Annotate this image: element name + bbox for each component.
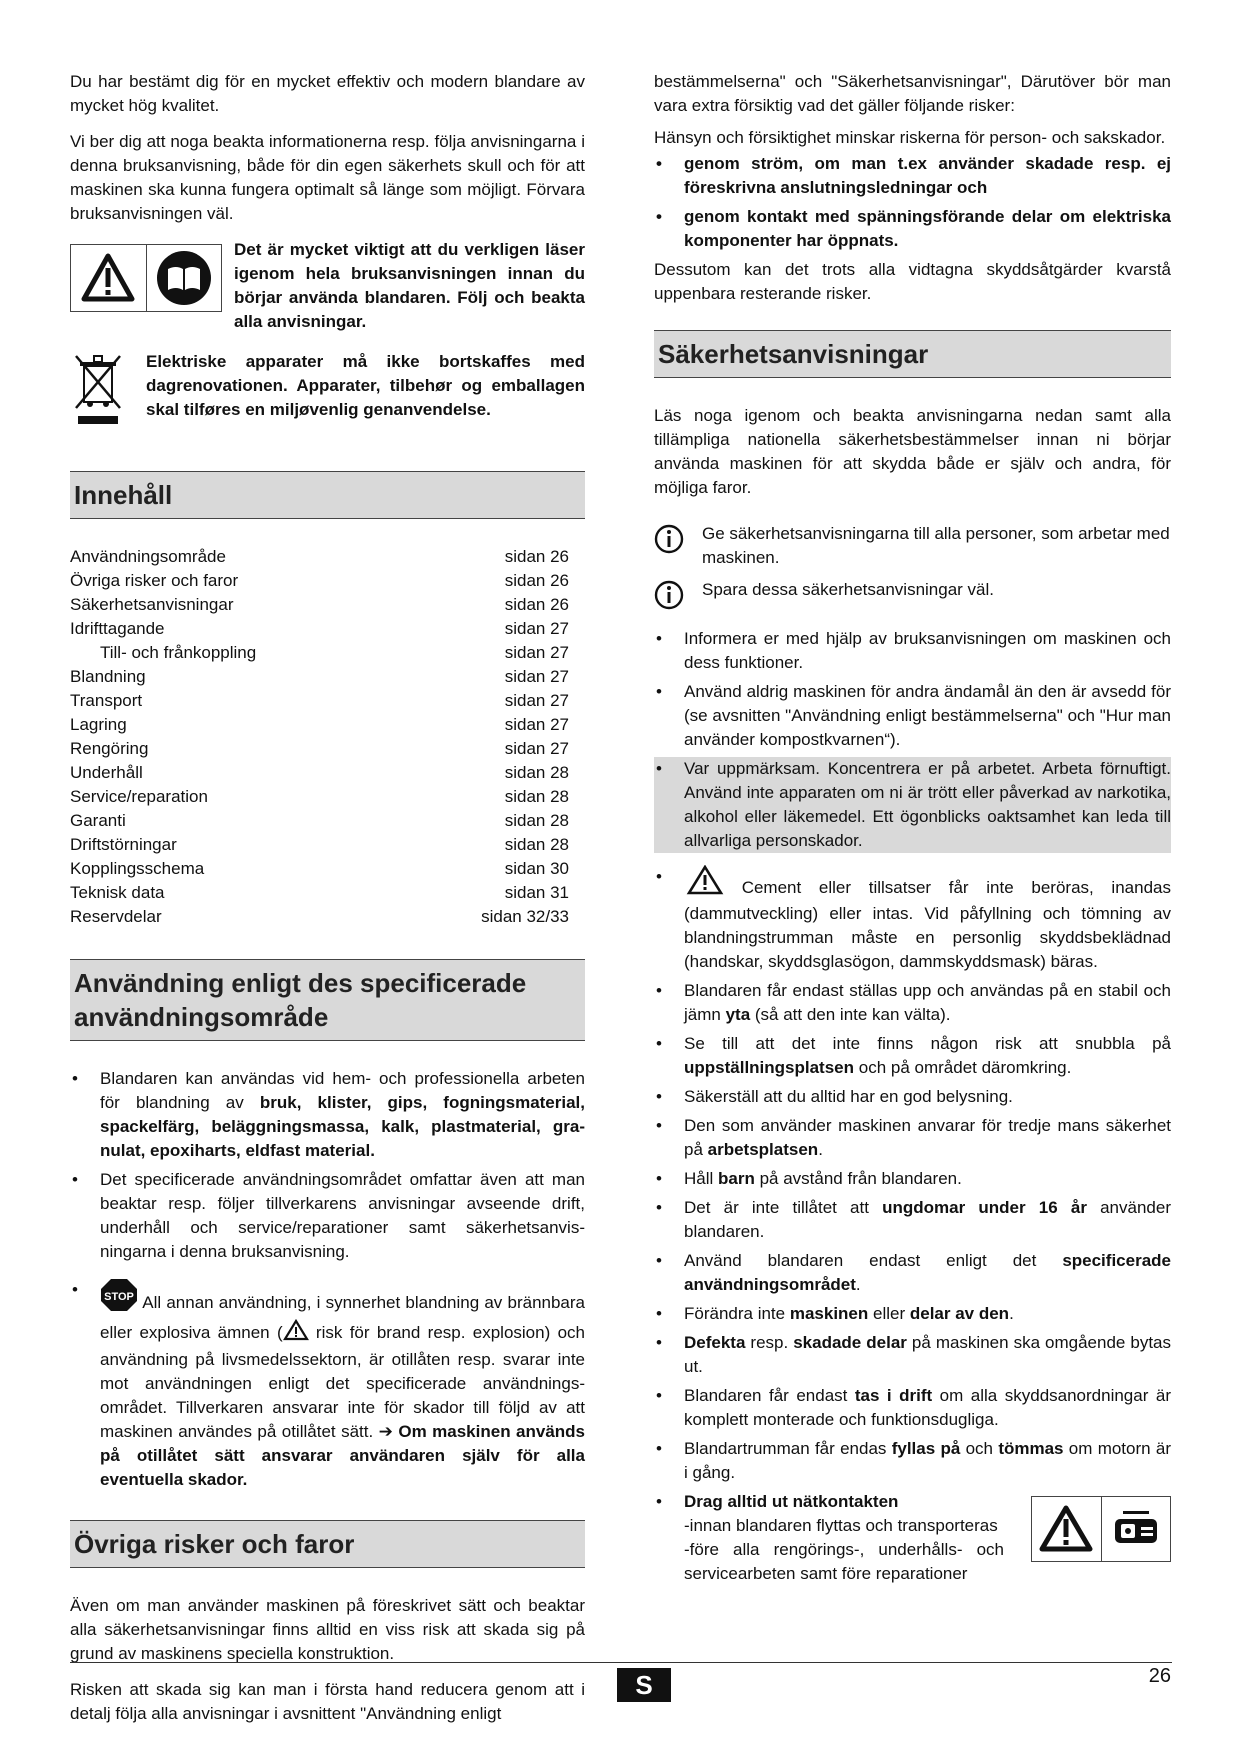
warning-triangle-icon — [283, 1319, 309, 1348]
toc-label: Till- och frånkoppling — [100, 643, 257, 662]
list-item: • Det specificerade användningsområdet omfattar även att man beaktar resp. följer tillverkarens anvisningar avseende drift, underhåll och service/reparationer samt säkerhetsanvis-ningarna i denna bruksanvisning. — [70, 1168, 585, 1264]
toc-row — [70, 617, 585, 641]
crossed-bin-icon — [70, 350, 146, 431]
read-manual-warning — [70, 238, 585, 334]
list-item: • Cement eller tillsatser får inte beröras, inandas (dammutveckling) eller intas. Vid påfyllning och tömning av blandningstrumman måste en personlig skyddsbeklädnad (handskar, skyddsglasögon, dammskyddsmask) bäras. — [654, 865, 1171, 974]
risks-paragraph-1: Även om man använder maskinen på föreskrivet sätt och beaktar alla säkerhetsanvisningar finns alltid en viss risk att skada sig på grund av maskinens speciella konstruktion. — [70, 1596, 585, 1663]
read-manual-icon — [146, 245, 222, 311]
warning-triangle-icon — [686, 865, 724, 902]
toc-label: Transport — [70, 691, 143, 710]
toc-label: Säkerhetsanvisningar — [70, 595, 234, 614]
safety-heading: Säkerhetsanvisningar — [654, 330, 1171, 378]
usage-heading-line-2: användningsområde — [74, 1002, 329, 1032]
toc-row — [70, 761, 585, 785]
toc-label: Garanti — [70, 811, 126, 830]
toc-row — [70, 665, 585, 689]
toc-row — [70, 713, 585, 737]
toc-row — [70, 785, 585, 809]
page-number: 26 — [1148, 1665, 1171, 1687]
svg-text:STOP: • STOP — [104, 1291, 134, 1303]
toc-row — [70, 905, 585, 929]
warning-icon-frame — [70, 244, 222, 312]
list-item: • Blandartrumman får endas fyllas på och tömmas om motorn är i gång. — [654, 1437, 1171, 1485]
usage-heading-line-1: Användning enligt des specificerade — [74, 968, 527, 998]
continued-paragraph-1: bestämmelserna" och "Säkerhetsanvisningar", Därutöver bör man vara extra försiktig vad det gäller följande risker: — [654, 72, 1171, 115]
unplug-icon-frame — [1031, 1496, 1171, 1562]
toc-page: sidan 27 — [504, 667, 569, 686]
toc-row — [70, 545, 585, 569]
toc-row — [70, 641, 585, 665]
toc-page: sidan 30 — [504, 859, 569, 878]
stop-sign-icon — [100, 1278, 138, 1319]
toc-page: sidan 26 — [504, 595, 569, 614]
toc-row — [70, 737, 585, 761]
info-icon — [654, 578, 702, 617]
intro-paragraph-1: Du har bestämt dig för en mycket effektiv och modern blandare av mycket hög kvalitet. — [70, 72, 585, 115]
toc-row — [70, 833, 585, 857]
toc-label: Driftstörningar — [70, 835, 177, 854]
toc-page: sidan 27 — [504, 715, 569, 734]
toc-heading: Innehåll — [70, 471, 585, 519]
safety-intro: Läs noga igenom och beakta anvisningarna nedan samt alla tillämpliga nationella säkerhetsbestämmelser innan ni börjar använda maskinen för att skydda både er själv och andra, för möjliga faror. — [654, 406, 1171, 497]
toc-label: Reservdelar — [70, 907, 162, 926]
list-item: • Defekta resp. skadade delar på maskinen ska omgående bytas ut. — [654, 1331, 1171, 1379]
toc-page: sidan 32/33 — [481, 907, 569, 926]
toc-label: Användningsområde — [70, 547, 226, 566]
toc-page: sidan 27 — [504, 619, 569, 638]
toc-label: Blandning — [70, 667, 146, 686]
toc-label: Underhåll — [70, 763, 143, 782]
unplug-line-2: -före alla rengörings-, underhålls- och servicearbeten samt före reparationer — [684, 1540, 1004, 1583]
toc-label: Service/reparation — [70, 787, 208, 806]
footer-rule — [70, 1662, 1172, 1663]
toc-label: Idrifttagande — [70, 619, 165, 638]
risks-paragraph-2: Risken att skada sig kan man i första hand reducera genom att i detalj följa alla anvisningar i avsnittent "Användning enligt — [70, 1680, 585, 1723]
right-column — [654, 70, 1171, 1591]
warning-read-text: Det är mycket viktigt att du verkligen läser igenom hela bruksanvisningen innan du börjar använda blandaren. Följ och beakta alla anvisningar. — [234, 240, 585, 331]
list-item — [654, 1490, 1171, 1586]
risks-heading: Övriga risker och faror — [70, 1520, 585, 1568]
toc-page: sidan 28 — [504, 787, 569, 806]
toc-row — [70, 569, 585, 593]
warning-triangle-icon — [1032, 1497, 1101, 1561]
left-column — [70, 70, 585, 1738]
toc-label: Rengöring — [70, 739, 149, 758]
list-item: • Den som använder maskinen anvarar för tredje mans säkerhet på arbetsplatsen. — [654, 1114, 1171, 1162]
toc-page: sidan 27 — [504, 691, 569, 710]
list-item: • Använd blandaren endast enligt det specificerade användningsområdet. — [654, 1249, 1171, 1297]
info-row-2: Spara dessa säkerhetsanvisningar väl. — [654, 578, 1171, 617]
toc-page: sidan 27 — [504, 643, 569, 662]
disposal-notice — [70, 350, 585, 431]
toc-page: sidan 26 — [504, 547, 569, 566]
list-item: • genom kontakt med spänningsförande delar om elektriska komponenter har öppnats. — [654, 205, 1171, 253]
intro-paragraph-2: Vi ber dig att noga beakta informationerna resp. följa anvisningarna i denna bruksanvisning, både för din egen säkerhets skull och för att maskinen ska kunna fungera optimalt så länge som möjligt. Förvara bruksanvisningen väl. — [70, 132, 585, 223]
info-icon — [654, 522, 702, 561]
list-item: • Blandaren får endast tas i drift om alla skyddsanordningar är komplett monterade och funktionsdugliga. — [654, 1384, 1171, 1432]
list-item: • genom ström, om man t.ex använder skadade resp. ej föreskrivna anslutningsledningar och — [654, 152, 1171, 200]
toc-row — [70, 881, 585, 905]
continued-paragraph-3: Dessutom kan det trots alla vidtagna skyddsåtgärder kvarstå uppenbara resterande risker. — [654, 260, 1171, 303]
risk-list — [654, 152, 1171, 253]
list-item: • Se till att det inte finns någon risk att snubbla på uppställningsplatsen och på området däromkring. — [654, 1032, 1171, 1080]
toc-page: sidan 28 — [504, 763, 569, 782]
toc-page: sidan 27 — [504, 739, 569, 758]
toc-label: Kopplingsschema — [70, 859, 205, 878]
toc-label: Lagring — [70, 715, 127, 734]
list-item: • Säkerställ att du alltid har en god belysning. — [654, 1085, 1171, 1109]
list-item: • STOP All annan användning, i synnerhet blandning av brännbara eller explosiva ämnen ( risk för brand resp. explosion) och användning på livsmedelssektorn, är otillåten resp. svarar inte mot användningen enligt det specificerade användnings-området. Tillverkaren ansvarar inte för skador till följd av att maskinen användes på otillåtet sätt. ➔ Om maskinen används på otillåtet sätt ansvarar användaren själv för alla eventuella skador. — [70, 1278, 585, 1492]
unplug-line-1: -innan blandaren flyttas och transporteras — [684, 1516, 998, 1535]
list-item: • Håll barn på avstånd från blandaren. — [654, 1167, 1171, 1191]
plug-icon — [1101, 1497, 1171, 1561]
usage-list — [70, 1067, 585, 1492]
toc-page: sidan 31 — [504, 883, 569, 902]
toc-row — [70, 689, 585, 713]
list-item: • Förändra inte maskinen eller delar av den. — [654, 1302, 1171, 1326]
table-of-contents — [70, 545, 585, 929]
safety-list — [654, 627, 1171, 1586]
continued-paragraph-2: Hänsyn och försiktighet minskar riskerna för person- och sakskador. — [654, 128, 1166, 147]
list-item: • Informera er med hjälp av bruksanvisningen om maskinen och dess funktioner. — [654, 627, 1171, 675]
list-item: • Det är inte tillåtet att ungdomar under 16 år använder blandaren. — [654, 1196, 1171, 1244]
list-item: • Använd aldrig maskinen för andra ändamål än den är avsedd för (se avsnitten "Användning enligt bestämmelserna" och "Hur man använder kompostkvarnen“). — [654, 680, 1171, 752]
toc-label: Övriga risker och faror — [70, 571, 239, 590]
arrow-icon: ➔ — [378, 1422, 393, 1441]
info-row-1: Ge säkerhetsanvisningarna till alla personer, som arbetar med maskinen. — [654, 522, 1171, 570]
list-item: • Blandaren kan användas vid hem- och professionella arbeten för blandning av bruk, klister, gips, fogningsmaterial, spackelfärg, beläggningsmassa, kalk, plastmaterial, gra-nulat, epoxiharts, eldfast material. — [70, 1067, 585, 1163]
usage-heading — [70, 959, 585, 1041]
unplug-title: • Drag alltid ut nätkontakten — [684, 1492, 899, 1511]
list-item: • Var uppmärksam. Koncentrera er på arbetet. Arbeta förnuftigt. Använd inte apparaten om ni är trött eller påverkad av narkotika, alkohol eller läkemedel. Ett ögonblicks oaktsamhet kan leda till allvarliga personskador. — [654, 757, 1171, 853]
toc-page: sidan 28 — [504, 835, 569, 854]
toc-label: Teknisk data — [70, 883, 165, 902]
language-badge: S — [617, 1668, 671, 1702]
warning-triangle-icon — [71, 245, 146, 311]
toc-row — [70, 857, 585, 881]
toc-row — [70, 593, 585, 617]
toc-row — [70, 809, 585, 833]
list-item: • Blandaren får endast ställas upp och användas på en stabil och jämn yta (så att den inte kan välta). — [654, 979, 1171, 1027]
disposal-text: Elektriske apparater må ikke bortskaffes med dagrenovationen. Apparater, tilbehør og emballagen skal tilføres en miljøvenlig genanvendelse. — [146, 352, 585, 419]
toc-page: sidan 28 — [504, 811, 569, 830]
toc-page: sidan 26 — [504, 571, 569, 590]
